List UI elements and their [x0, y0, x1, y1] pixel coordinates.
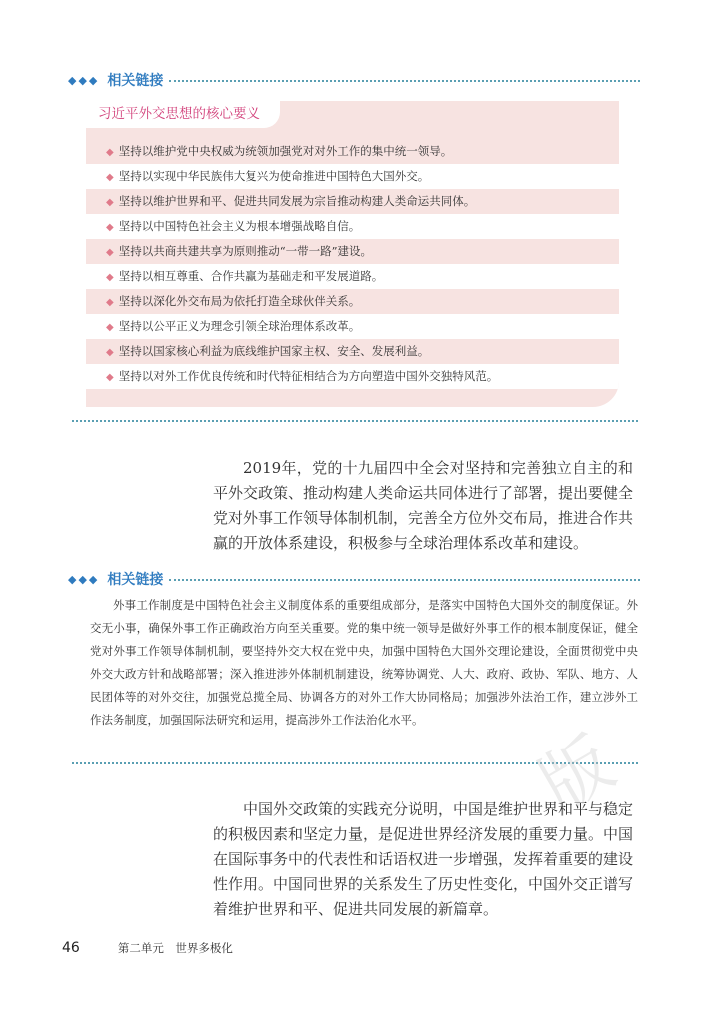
diamond-bullet-icon: ◆: [106, 272, 114, 283]
diamonds-icon: ◆◆◆: [68, 572, 100, 586]
diamond-bullet-icon: ◆: [106, 172, 114, 183]
diamond-bullet-icon: ◆: [106, 297, 114, 308]
core-essentials-title: 习近平外交思想的核心要义: [86, 101, 280, 128]
diamond-bullet-icon: ◆: [106, 147, 114, 158]
list-item: ◆ 坚持以维护世界和平、促进共同发展为宗旨推动构建人类命运共同体。: [106, 194, 476, 208]
diamond-bullet-icon: ◆: [106, 222, 114, 233]
diamond-bullet-icon: ◆: [106, 372, 114, 383]
list-item: ◆ 坚持以相互尊重、合作共赢为基础走和平发展道路。: [86, 264, 619, 289]
list-item: ◆ 坚持以维护党中央权威为统领加强党对对外工作的集中统一领导。: [106, 144, 453, 158]
related-links-text: 外事工作制度是中国特色社会主义制度体系的重要组成部分，是落实中国特色大国外交的制度保证。外交无小事，确保外事工作正确政治方向至关重要。党的集中统一领导是做好外事工作的根本制度保证，健全党对外事工作领导体制机制，要坚持外交大权在党中央，加强中国特色大国外交理论建设，全面贯彻党中央外交大政方针和战略部署；深入推进涉外体制机制建设，统筹协调党、人大、政府、政协、军队、地方、人民团体等的对外交往，加强党总揽全局、协调各方的对外工作大协同格局；加强涉外法治工作，建立涉外工作法务制度，加强国际法研究和运用，提高涉外工作法治化水平。: [90, 598, 638, 727]
list-item: ◆ 坚持以公平正义为理念引领全球治理体系改革。: [86, 314, 619, 339]
diamonds-icon: ◆◆◆: [68, 73, 100, 87]
watermark: 版: [525, 721, 628, 828]
list-item: ◆ 坚持以实现中华民族伟大复兴为使命推进中国特色大国外交。: [86, 164, 619, 189]
list-item: ◆ 坚持以对外工作优良传统和时代特征相结合为方向塑造中国外交独特风范。: [86, 364, 619, 389]
section-divider-2: [72, 762, 638, 764]
body-paragraph-1: 2019年，党的十九届四中全会对坚持和完善独立自主的和平外交政策、推动构建人类命运共同体进行了部署，提出要健全党对外事工作领导体制机制，完善全方位外交布局，推进合作共赢的开放体系建设，积极参与全球治理体系改革和建设。: [213, 459, 634, 552]
diamond-bullet-icon: ◆: [106, 247, 114, 258]
dotted-rule: [169, 80, 640, 82]
related-links-label: 相关链接: [107, 572, 164, 588]
section-divider-1: [72, 420, 638, 422]
diamond-bullet-icon: ◆: [106, 347, 114, 358]
page-footer: [62, 940, 233, 956]
diamond-bullet-icon: ◆: [106, 322, 114, 333]
dotted-rule: [169, 579, 640, 581]
core-essentials-list: [86, 139, 619, 389]
list-item: ◆ 坚持以共商共建共享为原则推动“一带一路”建设。: [106, 244, 372, 258]
related-links-header-2: [68, 569, 640, 589]
core-essentials-box: [86, 101, 619, 407]
page-number: 46: [62, 940, 80, 956]
list-item: ◆ 坚持以国家核心利益为底线维护国家主权、安全、发展利益。: [106, 344, 430, 358]
related-links-header-1: [68, 70, 640, 90]
body-paragraph-2: 中国外交政策的实践充分说明，中国是维护世界和平与稳定的积极因素和坚定力量，是促进世界经济发展的重要力量。中国在国际事务中的代表性和话语权进一步增强，发挥着重要的建设性作用。中国同世界的关系发生了历史性变化，中国外交正谱写着维护世界和平、促进共同发展的新篇章。: [213, 800, 634, 918]
unit-title: 第二单元 世界多极化: [117, 941, 233, 955]
diamond-bullet-icon: ◆: [106, 197, 114, 208]
list-item: ◆ 坚持以中国特色社会主义为根本增强战略自信。: [86, 214, 619, 239]
related-links-label: 相关链接: [107, 73, 164, 89]
list-item: ◆ 坚持以深化外交布局为依托打造全球伙伴关系。: [106, 294, 361, 308]
